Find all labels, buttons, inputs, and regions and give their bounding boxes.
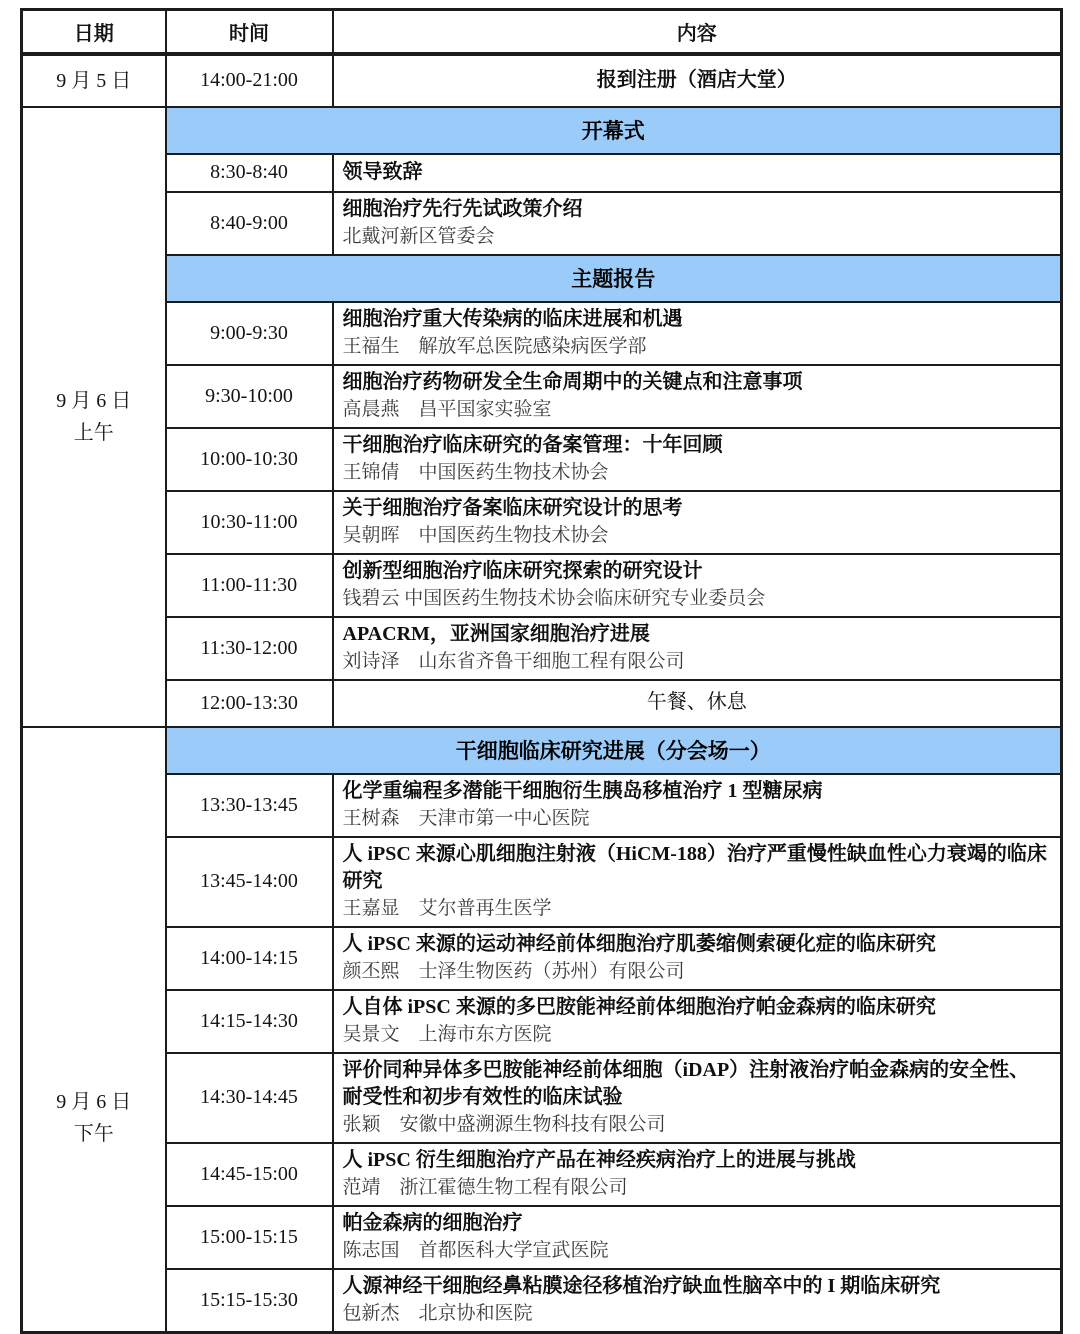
table-row (22, 302, 1062, 365)
session-title: 午餐、休息 (646, 691, 747, 713)
session-speaker: 刘诗泽 山东省齐鲁干细胞工程有限公司 (342, 650, 685, 672)
content-cell (333, 617, 1062, 680)
content-cell (333, 774, 1062, 837)
time-cell: 15:00-15:15 (166, 1206, 333, 1269)
table-row (22, 617, 1062, 680)
session-speaker: 王锦倩 中国医药生物技术协会 (342, 461, 609, 483)
section-header-cell: 开幕式 (166, 107, 1062, 154)
content-cell (333, 365, 1062, 428)
section-header-cell: 干细胞临床研究进展（分会场一） (166, 727, 1062, 774)
session-speaker: 陈志国 首都医科大学宣武医院 (342, 1239, 609, 1261)
session-speaker: 包新杰 北京协和医院 (342, 1302, 533, 1324)
content-cell (333, 54, 1062, 107)
table-row (22, 927, 1062, 990)
session-speaker: 钱碧云 中国医药生物技术协会临床研究专业委员会 (342, 587, 766, 609)
content-cell (333, 990, 1062, 1053)
content-cell (333, 837, 1062, 927)
time-cell: 14:45-15:00 (166, 1143, 333, 1206)
schedule-table-container (20, 8, 1060, 1334)
table-row (22, 192, 1062, 255)
session-title: 细胞治疗重大传染病的临床进展和机遇 (342, 307, 683, 330)
session-speaker: 吴朝晖 中国医药生物技术协会 (342, 524, 609, 546)
content-cell (333, 192, 1062, 255)
table-row (22, 107, 1062, 154)
session-title: 领导致辞 (342, 160, 423, 183)
date-line: 9 月 5 日 (56, 69, 132, 92)
session-title: 人 iPSC 来源的运动神经前体细胞治疗肌萎缩侧索硬化症的临床研究 (342, 932, 936, 955)
date-line: 9 月 6 日 (56, 389, 132, 412)
time-cell: 14:00-14:15 (166, 927, 333, 990)
session-speaker: 吴景文 上海市东方医院 (342, 1023, 552, 1045)
content-cell (333, 1269, 1062, 1333)
table-row (22, 1143, 1062, 1206)
session-title: APACRM，亚洲国家细胞治疗进展 (342, 622, 650, 645)
time-cell: 14:00-21:00 (166, 54, 333, 107)
date-cell (22, 107, 166, 727)
session-speaker: 王树森 天津市第一中心医院 (342, 807, 590, 829)
session-title: 关于细胞治疗备案临床研究设计的思考 (342, 496, 683, 519)
time-cell: 11:00-11:30 (166, 554, 333, 617)
content-cell (333, 680, 1062, 727)
date-cell (22, 54, 166, 107)
col-header-time: 时间 (166, 10, 333, 54)
content-cell (333, 1143, 1062, 1206)
session-speaker: 王嘉显 艾尔普再生医学 (342, 897, 552, 919)
time-cell: 13:45-14:00 (166, 837, 333, 927)
time-cell: 8:30-8:40 (166, 154, 333, 192)
session-title: 人源神经干细胞经鼻粘膜途径移植治疗缺血性脑卒中的 I 期临床研究 (342, 1274, 941, 1297)
content-cell (333, 491, 1062, 554)
table-row (22, 1206, 1062, 1269)
time-cell: 14:15-14:30 (166, 990, 333, 1053)
time-cell: 10:30-11:00 (166, 491, 333, 554)
session-title: 人自体 iPSC 来源的多巴胺能神经前体细胞治疗帕金森病的临床研究 (342, 995, 936, 1018)
table-row (22, 255, 1062, 302)
table-row (22, 54, 1062, 107)
session-title: 报到注册（酒店大堂） (596, 68, 797, 91)
table-row (22, 774, 1062, 837)
table-row (22, 680, 1062, 727)
time-cell: 13:30-13:45 (166, 774, 333, 837)
time-cell: 14:30-14:45 (166, 1053, 333, 1143)
session-title: 干细胞治疗临床研究的备案管理：十年回顾 (342, 433, 723, 456)
session-title: 人 iPSC 来源心肌细胞注射液（HiCM-188）治疗严重慢性缺血性心力衰竭的临床研究 (342, 842, 1047, 892)
content-cell (333, 428, 1062, 491)
session-title: 帕金森病的细胞治疗 (342, 1211, 523, 1234)
session-title: 化学重编程多潜能干细胞衍生胰岛移植治疗 1 型糖尿病 (342, 779, 823, 802)
table-row (22, 1053, 1062, 1143)
time-cell: 12:00-13:30 (166, 680, 333, 727)
time-cell: 15:15-15:30 (166, 1269, 333, 1333)
schedule-table (20, 8, 1063, 1334)
table-row (22, 428, 1062, 491)
session-title: 评价同种异体多巴胺能神经前体细胞（iDAP）注射液治疗帕金森病的安全性、耐受性和初步有效性的临床试验 (342, 1058, 1030, 1108)
date-line: 上午 (73, 421, 114, 444)
table-header-row (22, 10, 1062, 54)
session-speaker: 颜丕熙 士泽生物医药（苏州）有限公司 (342, 960, 685, 982)
session-speaker: 张颖 安徽中盛溯源生物科技有限公司 (342, 1113, 666, 1135)
content-cell (333, 927, 1062, 990)
table-row (22, 154, 1062, 192)
col-header-content: 内容 (333, 10, 1062, 54)
session-speaker: 范靖 浙江霍德生物工程有限公司 (342, 1176, 628, 1198)
session-title: 人 iPSC 衍生细胞治疗产品在神经疾病治疗上的进展与挑战 (342, 1148, 856, 1171)
col-header-date: 日期 (22, 10, 166, 54)
session-title: 细胞治疗药物研发全生命周期中的关键点和注意事项 (342, 370, 803, 393)
section-header-cell: 主题报告 (166, 255, 1062, 302)
content-cell (333, 154, 1062, 192)
session-title: 细胞治疗先行先试政策介绍 (342, 197, 583, 220)
time-cell: 11:30-12:00 (166, 617, 333, 680)
table-row (22, 990, 1062, 1053)
table-row (22, 554, 1062, 617)
content-cell (333, 1053, 1062, 1143)
table-row (22, 837, 1062, 927)
time-cell: 10:00-10:30 (166, 428, 333, 491)
session-title: 创新型细胞治疗临床研究探索的研究设计 (342, 559, 703, 582)
table-row (22, 491, 1062, 554)
content-cell (333, 1206, 1062, 1269)
table-row (22, 1269, 1062, 1333)
content-cell (333, 554, 1062, 617)
date-line: 下午 (73, 1122, 114, 1145)
table-row (22, 365, 1062, 428)
session-speaker: 北戴河新区管委会 (342, 225, 495, 247)
table-row (22, 727, 1062, 774)
session-speaker: 王福生 解放军总医院感染病医学部 (342, 335, 647, 357)
session-speaker: 高晨燕 昌平国家实验室 (342, 398, 552, 420)
date-cell (22, 727, 166, 1333)
content-cell (333, 302, 1062, 365)
time-cell: 8:40-9:00 (166, 192, 333, 255)
date-line: 9 月 6 日 (56, 1090, 132, 1113)
time-cell: 9:30-10:00 (166, 365, 333, 428)
time-cell: 9:00-9:30 (166, 302, 333, 365)
